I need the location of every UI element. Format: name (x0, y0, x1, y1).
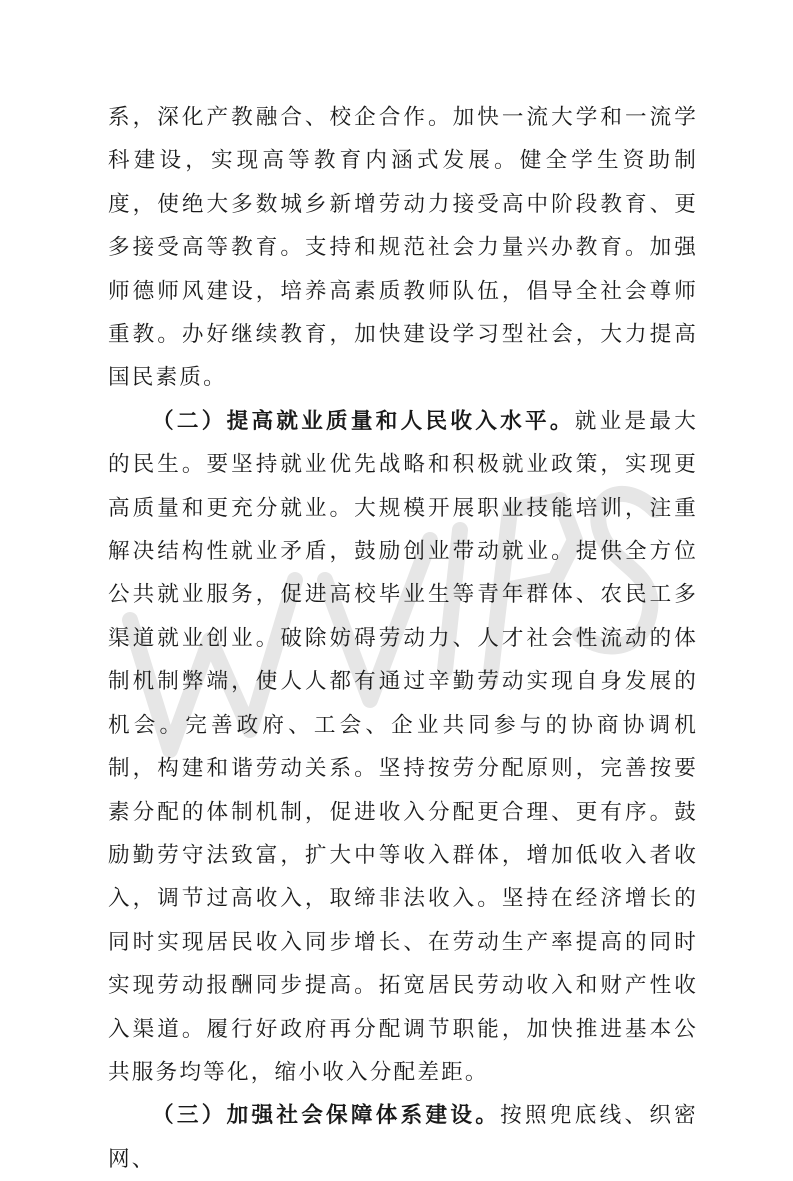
section-heading: （三）加强社会保障体系建设。 (152, 1103, 501, 1129)
paragraph-education (108, 96, 698, 400)
paragraph-employment (108, 400, 698, 1095)
paragraph-text: 按照兜底线、织密网、 (108, 1103, 698, 1172)
section-heading: （二）提高就业质量和人民收入水平。 (152, 408, 575, 434)
document-body (108, 96, 698, 1181)
paragraph-text: 就业是最大的民生。要坚持就业优先战略和积极就业政策，实现更高质量和更充分就业。大规模开展职业技能培训，注重解决结构性就业矛盾，鼓励创业带动就业。提供全方位公共就业服务，促进高校毕业生等青年群体、农民工多渠道就业创业。破除妨碍劳动力、人才社会性流动的体制机制弊端，使人人都有通过辛勤劳动实现自身发展的机会。完善政府、工会、企业共同参与的协商协调机制，构建和谐劳动关系。坚持按劳分配原则，完善按要素分配的体制机制，促进收入分配更合理、更有序。鼓励勤劳守法致富，扩大中等收入群体，增加低收入者收入，调节过高收入，取缔非法收入。坚持在经济增长的同时实现居民收入同步增长、在劳动生产率提高的同时实现劳动报酬同步提高。拓宽居民劳动收入和财产性收入渠道。履行好政府再分配调节职能，加快推进基本公共服务均等化，缩小收入分配差距。 (108, 408, 698, 1085)
paragraph-text: 系，深化产教融合、校企合作。加快一流大学和一流学科建设，实现高等教育内涵式发展。健全学生资助制度，使绝大多数城乡新增劳动力接受高中阶段教育、更多接受高等教育。支持和规范社会力量兴办教育。加强师德师风建设，培养高素质教师队伍，倡导全社会尊师重教。办好继续教育，加快建设学习型社会，大力提高国民素质。 (108, 105, 698, 391)
paragraph-social-security (108, 1094, 698, 1181)
